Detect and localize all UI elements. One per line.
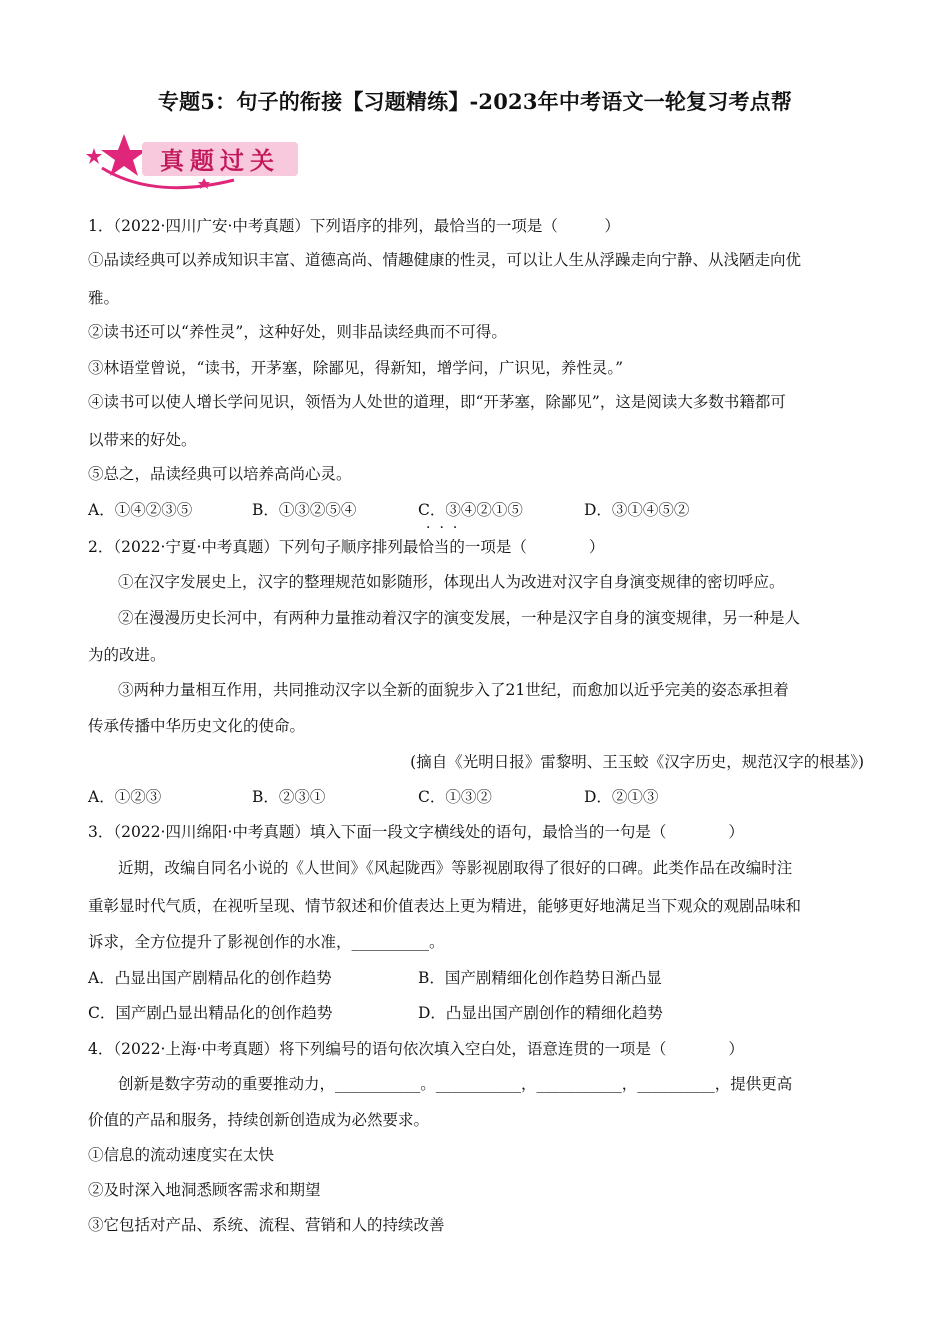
q1-sentence-5: ⑤总之，品读经典可以培养高尚心灵。 xyxy=(88,465,352,483)
q4-sentence-1: ①信息的流动速度实在太快 xyxy=(88,1146,275,1164)
banner-label: 真题过关 xyxy=(160,147,280,175)
q2-option-b[interactable]: B．②③① xyxy=(252,788,326,806)
q3-option-a[interactable]: A．凸显出国产剧精品化的创作趋势 xyxy=(88,969,332,987)
q2-option-d[interactable]: D．②①③ xyxy=(584,788,659,806)
q3-passage-line-1: 近期，改编自同名小说的《人世间》《风起陇西》等影视剧取得了很好的口碑。此类作品在改编时注 xyxy=(118,859,793,877)
q3-passage-line-3: 诉求，全方位提升了影视创作的水准，__________。 xyxy=(88,933,445,951)
q3-stem: 3．（2022·四川绵阳·中考真题）填入下面一段文字横线处的语句，最恰当的一句是（ ） xyxy=(88,823,744,841)
section-banner xyxy=(84,128,304,192)
q1-sentence-1: ①品读经典可以养成知识丰富、道德高尚、情趣健康的性灵，可以让人生从浮躁走向宁静、从浅陋走向优 xyxy=(88,251,802,269)
q3-option-d[interactable]: D．凸显出国产剧创作的精细化趋势 xyxy=(418,1004,663,1022)
q1-option-d[interactable]: D．③①④⑤② xyxy=(584,501,690,519)
emphasis-dots: ··· xyxy=(426,520,467,536)
q2-sentence-1: ①在汉字发展史上，汉字的整理规范如影随形，体现出人为改进对汉字自身演变规律的密切呼应。 xyxy=(118,573,785,591)
q1-sentence-3: ③林语堂曾说，“读书，开茅塞，除鄙见，得新知，增学问，广识见，养性灵。” xyxy=(88,359,624,377)
q2-option-a[interactable]: A．①②③ xyxy=(88,788,162,806)
q1-sentence-4-cont: 以带来的好处。 xyxy=(88,431,197,449)
q4-sentence-2: ②及时深入地洞悉顾客需求和期望 xyxy=(88,1181,321,1199)
q1-sentence-4: ④读书可以使人增长学问见识，领悟为人处世的道理，即“开茅塞，除鄙见”，这是阅读大多数书籍都可 xyxy=(88,393,786,411)
q1-sentence-1-cont: 雅。 xyxy=(88,289,120,307)
q4-sentence-3: ③它包括对产品、系统、流程、营销和人的持续改善 xyxy=(88,1216,445,1234)
page-title: 专题5：句子的衔接【习题精练】-2023年中考语文一轮复习考点帮 xyxy=(157,89,793,114)
q4-passage-line-2: 价值的产品和服务，持续创新创造成为必然要求。 xyxy=(88,1111,430,1129)
q4-passage-line-1: 创新是数字劳动的重要推动力，___________。___________，___________，__________，提供更高 xyxy=(118,1075,793,1093)
q2-source: (摘自《光明日报》雷黎明、王玉蛟《汉字历史，规范汉字的根基》) xyxy=(410,753,864,771)
q2-stem: 2．（2022·宁夏·中考真题）下列句子顺序排列最恰当的一项是（ ） xyxy=(88,538,605,556)
q2-sentence-2-cont: 为的改进。 xyxy=(88,646,166,664)
q1-option-a[interactable]: A．①④②③⑤ xyxy=(88,501,193,519)
q1-option-c[interactable]: C．③④②①⑤ xyxy=(418,501,523,519)
q3-option-b[interactable]: B．国产剧精细化创作趋势日渐凸显 xyxy=(418,969,662,987)
q2-option-c[interactable]: C．①③② xyxy=(418,788,492,806)
q3-passage-line-2: 重彰显时代气质，在视听呈现、情节叙述和价值表达上更为精进，能够更好地满足当下观众的观剧品味和 xyxy=(88,897,802,915)
q1-sentence-2: ②读书还可以“养性灵”，这种好处，则非品读经典而不可得。 xyxy=(88,323,507,341)
q2-sentence-3: ③两种力量相互作用，共同推动汉字以全新的面貌步入了21世纪，而愈加以近乎完美的姿态承担着 xyxy=(118,681,789,699)
q1-option-b[interactable]: B．①③②⑤④ xyxy=(252,501,357,519)
q3-option-c[interactable]: C．国产剧凸显出精品化的创作趋势 xyxy=(88,1004,333,1022)
star-banner-icon xyxy=(84,128,304,192)
q2-sentence-2: ②在漫漫历史长河中，有两种力量推动着汉字的演变发展，一种是汉字自身的演变规律，另一种是人 xyxy=(118,609,801,627)
q4-stem: 4．（2022·上海·中考真题）将下列编号的语句依次填入空白处，语意连贯的一项是（ ） xyxy=(88,1040,744,1058)
q2-sentence-3-cont: 传承传播中华历史文化的使命。 xyxy=(88,717,306,735)
q1-stem: 1．（2022·四川广安·中考真题）下列语序的排列，最恰当的一项是（ ） xyxy=(88,217,620,235)
